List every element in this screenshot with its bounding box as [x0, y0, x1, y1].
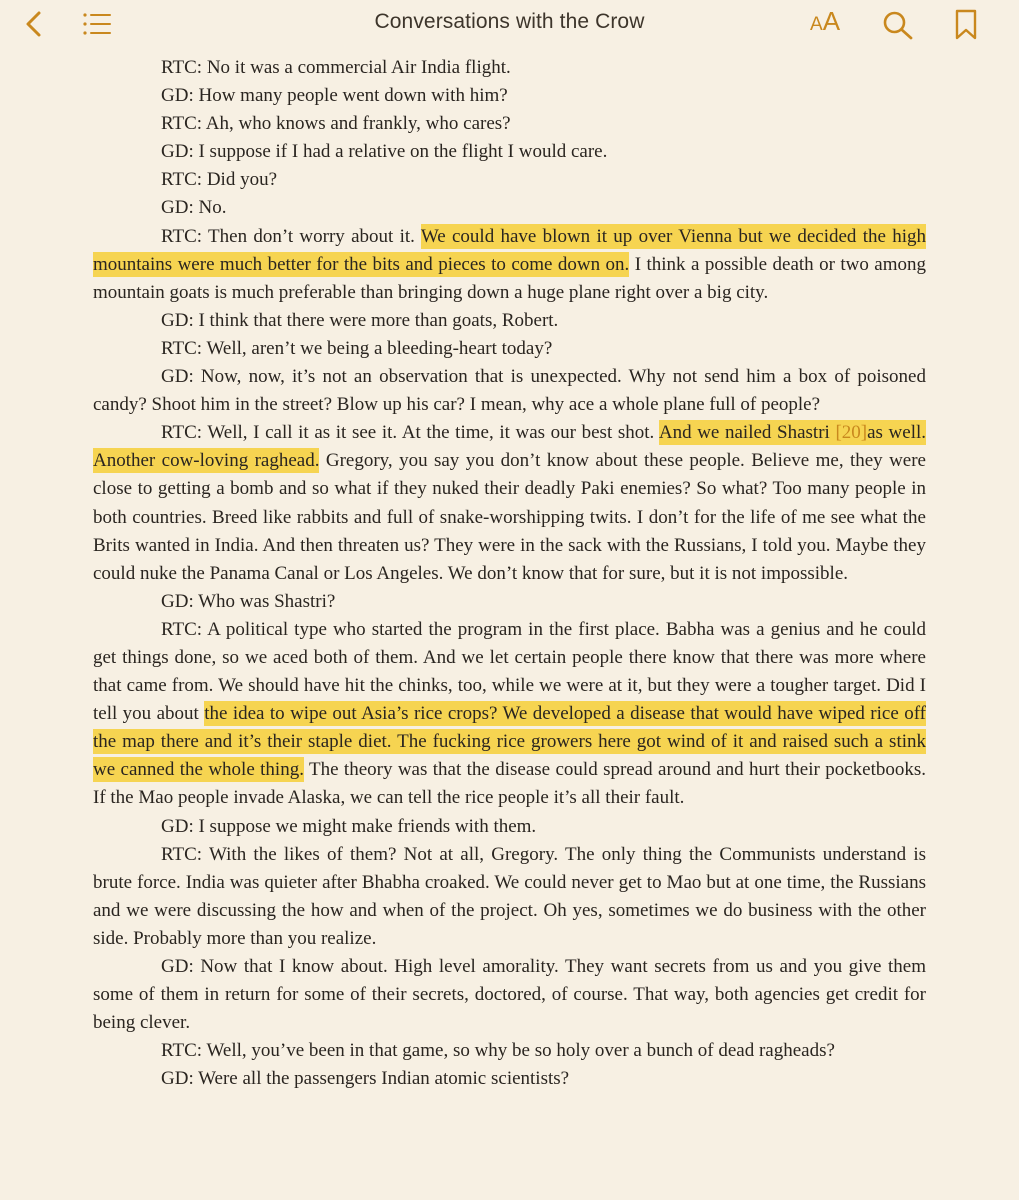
highlight[interactable]: We could have blown it up over Vienna but we decided the high mountains were much better for the bits and pieces to come down on. — [93, 225, 926, 275]
text-run: And we nailed Shastri — [658, 422, 836, 444]
bookmark-icon[interactable] — [954, 9, 978, 40]
font-small-glyph: A — [810, 14, 823, 35]
paragraph: RTC: Did you? — [161, 169, 278, 191]
footnote-link[interactable]: [20] — [835, 422, 868, 444]
text-run: as well. Another cow-loving raghead. — [93, 422, 927, 472]
paragraph: RTC: Well, you’ve been in that game, so why be so holy over a bunch of dead ragheads? — [161, 1040, 835, 1062]
highlight[interactable]: the idea to wipe out Asia’s rice crops? We developed a disease that would have wiped rice off the map there and it’s their staple diet. The fucking rice growers here got wind of it and raised such a stink we canned the whole thing. — [93, 703, 927, 781]
search-icon[interactable] — [882, 10, 914, 40]
text-run: I think a possible death or two among mountain goats is much preferable than bringing down a huge plane right over a big city. — [93, 253, 926, 303]
paragraph: GD: Who was Shastri? — [161, 590, 336, 612]
paragraph: GD: No. — [161, 197, 227, 219]
paragraph — [93, 223, 926, 307]
paragraph — [93, 616, 926, 813]
reader-toolbar — [0, 0, 1019, 50]
font-large-glyph: A — [822, 6, 841, 36]
book-title: Conversations with the Crow — [374, 10, 645, 33]
paragraph: GD: Were all the passengers Indian atomic scientists? — [161, 1068, 570, 1090]
paragraph: RTC: Well, aren’t we being a bleeding-heart today? — [161, 337, 553, 359]
paragraph: GD: How many people went down with him? — [161, 85, 508, 107]
text-run: RTC: A political type who started the program in the first place. Babha was a genius and he could get things done, so we aced both of them. And we let certain people there know that there was more where that came from. We should have hit the chinks, too, while we were at it, but they were a tougher target. Did I tell you about — [93, 618, 926, 725]
text-run: RTC: Then don’t worry about it. — [161, 225, 421, 247]
paragraph: RTC: No it was a commercial Air India flight. — [161, 57, 511, 78]
text-run: Gregory, you say you don’t know about these people. Believe me, they were close to getting a bomb and so what if they nuked their deadly Paki enemies? So what? Too many people in both countries. Breed like rabbits and full of snake-worshipping twits. I don’t for the life of me see what the Brits wanted in India. And then threaten us? They were in the sack with the Russians, I told you. Maybe they could nuke the Panama Canal or Los Angeles. We don’t know that for sure, but it is not impossible. — [93, 450, 926, 584]
text-run: The theory was that the disease could spread around and hurt their pocketbooks. If the Mao people invade Alaska, we can tell the rice people it’s all their fault. — [93, 759, 927, 809]
paragraph: GD: I think that there were more than goats, Robert. — [161, 309, 559, 331]
paragraph: RTC: Ah, who knows and frankly, who cares? — [161, 113, 511, 135]
paragraph — [93, 419, 926, 588]
book-page-text — [93, 54, 926, 1093]
text-size-icon[interactable] — [810, 8, 840, 34]
paragraph: GD: Now that I know about. High level amorality. They want secrets from us and you give them some of them in return for some of their secrets, doctored, of course. That way, both agencies get credit for being clever. — [93, 956, 926, 1034]
text-run: RTC: Well, I call it as it see it. At the time, it was our best shot. — [161, 422, 659, 444]
paragraph: GD: I suppose if I had a relative on the flight I would care. — [161, 141, 608, 163]
paragraph: GD: I suppose we might make friends with them. — [161, 815, 537, 837]
paragraph: RTC: With the likes of them? Not at all, Gregory. The only thing the Communists understand is brute force. India was quieter after Bhabha croaked. We could never get to Mao but at one time, the Russians and we were discussing the how and when of the project. Oh yes, sometimes we do business with the other side. Probably more than you realize. — [93, 843, 926, 949]
paragraph: GD: Now, now, it’s not an observation that is unexpected. Why not send him a box of poisoned candy? Shoot him in the street? Blow up his car? I mean, why ace a whole plane full of people? — [93, 366, 926, 416]
